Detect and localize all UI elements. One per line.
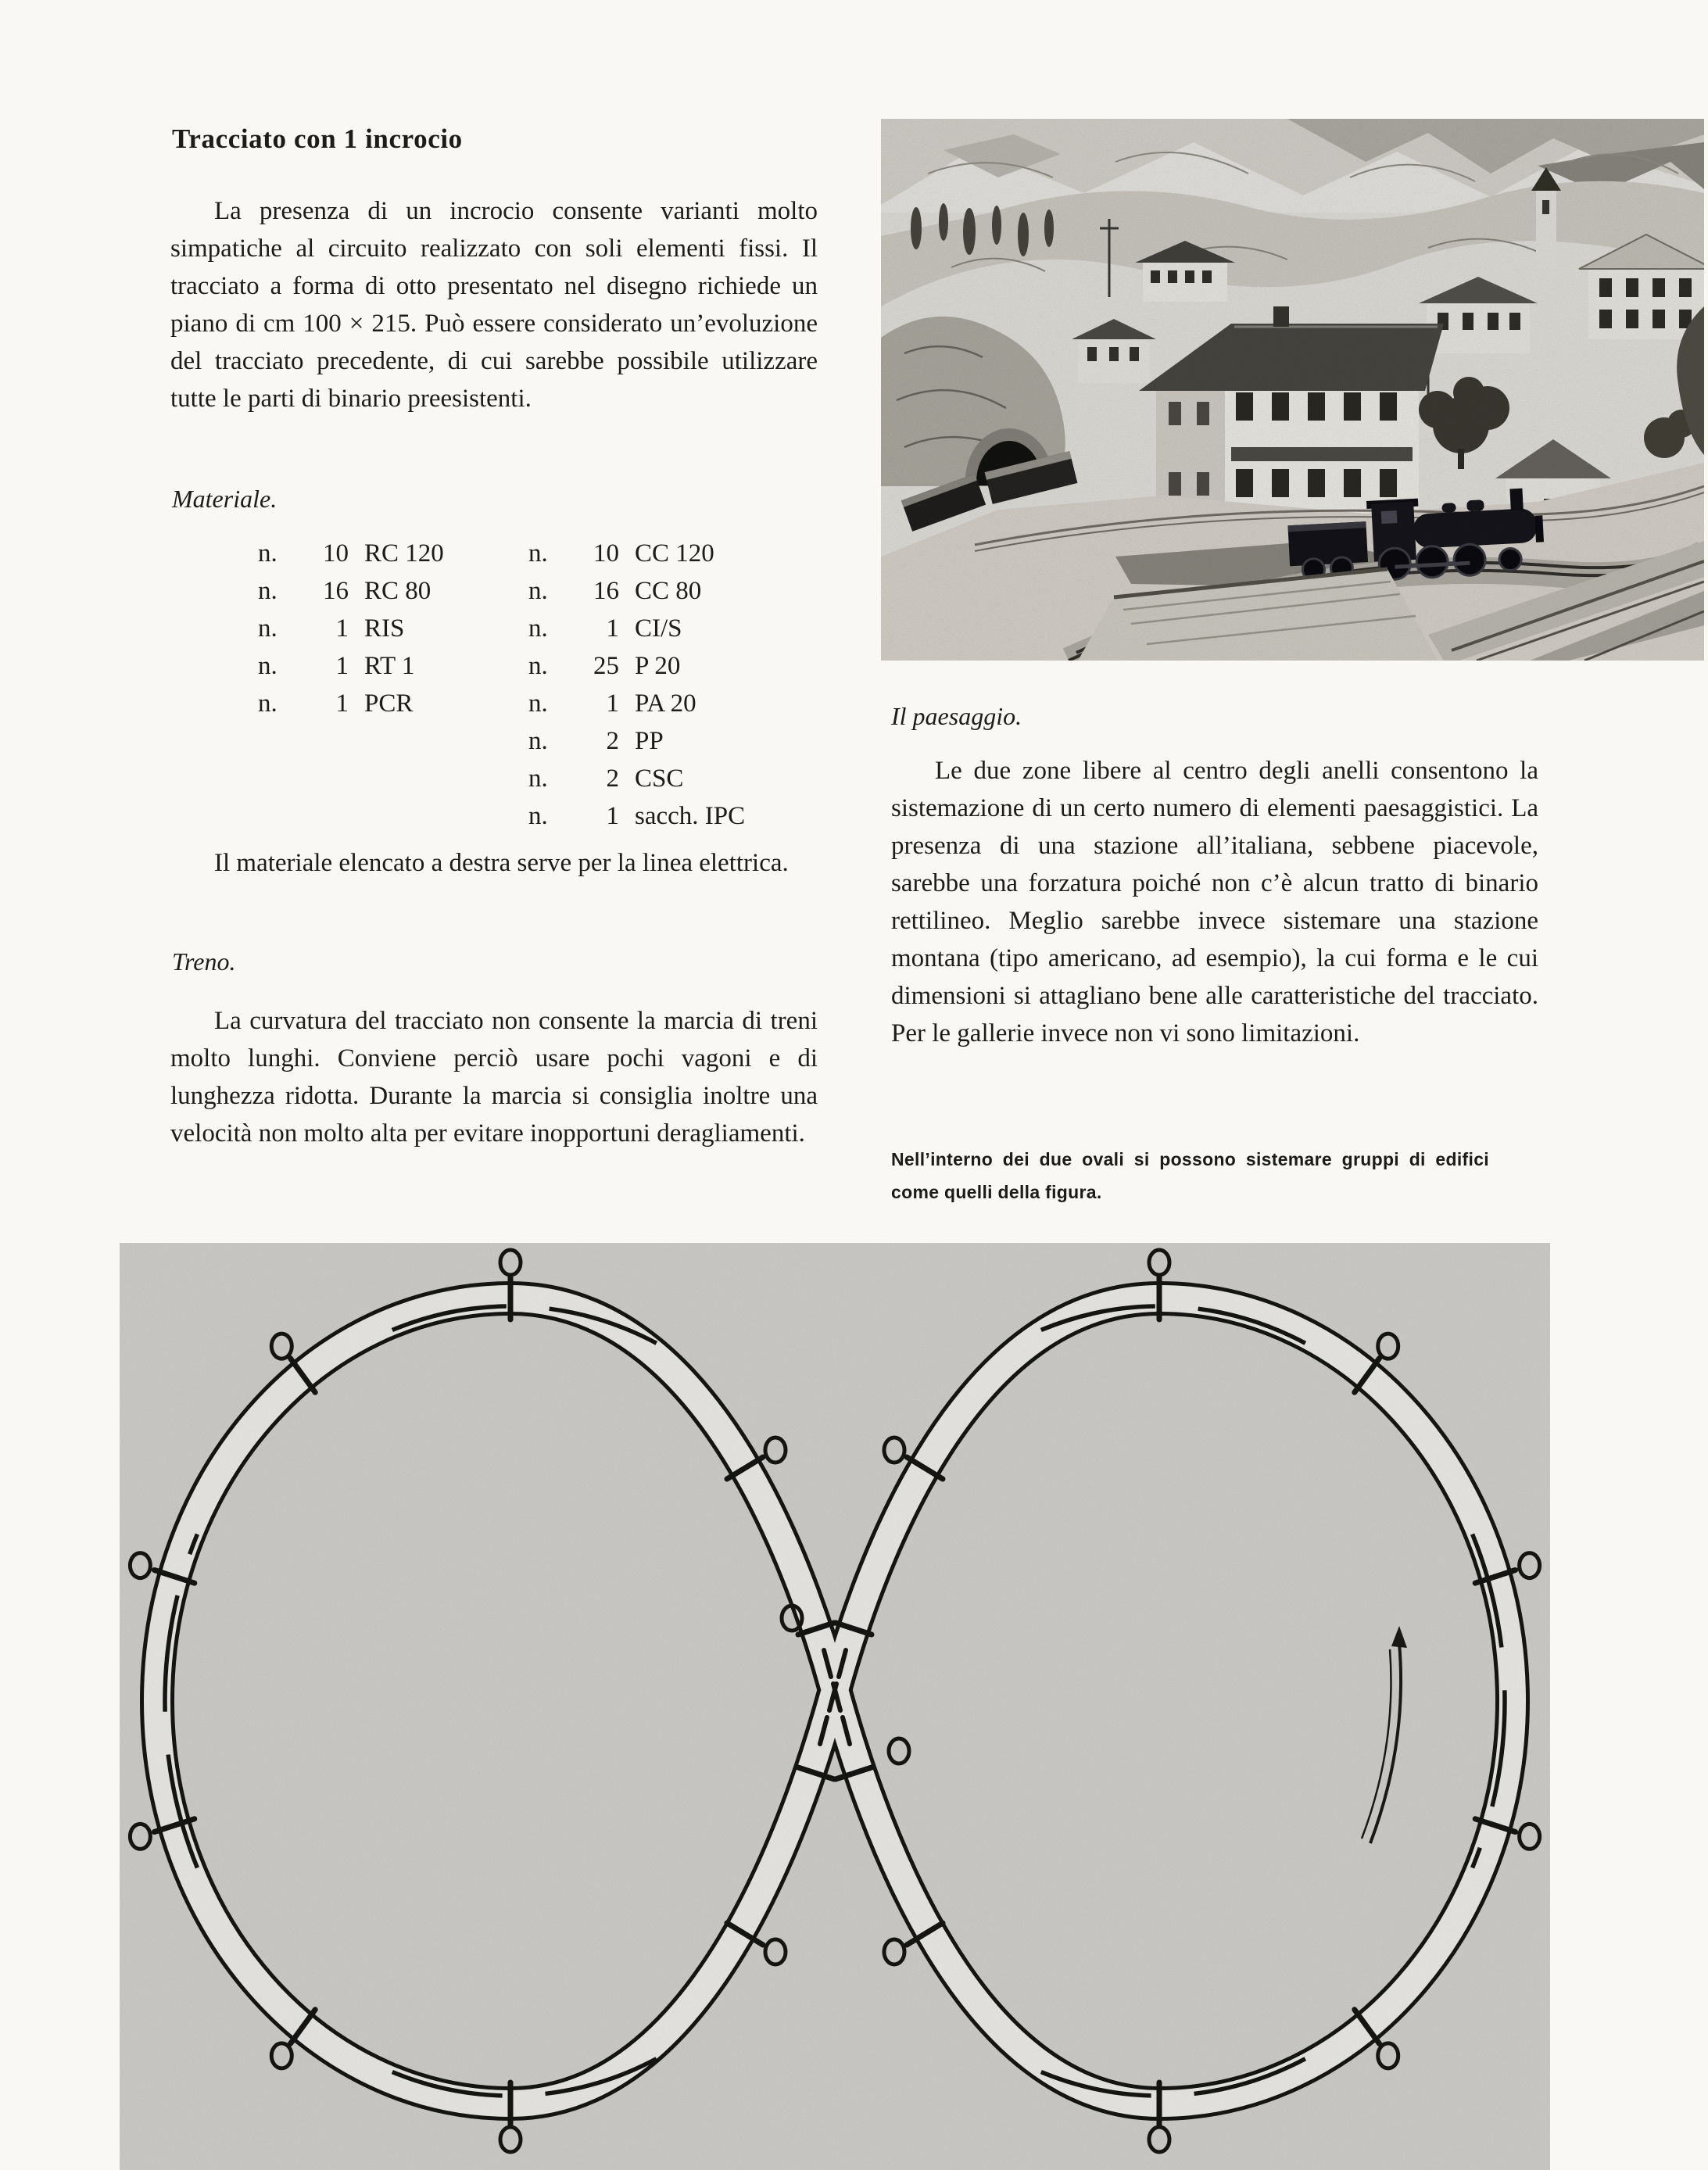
material-qty: 10 — [323, 539, 349, 568]
material-prefix: n. — [528, 652, 548, 680]
material-row — [528, 760, 745, 797]
material-prefix: n. — [528, 765, 548, 793]
photo-caption: Nell’interno dei due ovali si possono sistemare gruppi di edifici come quelli della figura. — [891, 1149, 1489, 1202]
treno-heading: Treno. — [172, 947, 236, 976]
material-row — [258, 647, 444, 685]
material-qty: 2 — [606, 765, 619, 793]
material-prefix: n. — [528, 802, 548, 830]
material-qty: 2 — [606, 727, 619, 755]
material-code: P 20 — [635, 652, 681, 680]
material-row — [528, 685, 745, 722]
intro-paragraph: La presenza di un incrocio consente varianti molto simpatiche al circuito realizzato con soli elementi fissi. Il tracciato a forma di otto presentato nel disegno richiede un piano di cm 100 × 215. Può essere considerato un’evoluzione del tracciato precedente, di cui sarebbe possibile utilizzare tutte le parti di binario preesistenti. — [170, 197, 818, 413]
material-row — [528, 797, 745, 835]
diagram-grain — [120, 1243, 1550, 2170]
material-row — [258, 610, 444, 647]
material-prefix: n. — [528, 614, 548, 643]
material-qty: 10 — [593, 539, 619, 568]
model-railway-photo — [881, 119, 1704, 661]
material-prefix: n. — [528, 577, 548, 605]
layout-photo — [881, 119, 1704, 661]
materials-list-right — [528, 535, 745, 835]
material-code: PA 20 — [635, 689, 696, 718]
material-qty: 1 — [606, 689, 619, 718]
material-code: PCR — [364, 689, 414, 718]
material-qty: 1 — [335, 652, 349, 680]
material-code: RIS — [364, 614, 405, 643]
material-code: RC 120 — [364, 539, 444, 568]
material-prefix: n. — [528, 539, 548, 568]
material-prefix: n. — [258, 652, 278, 680]
material-row — [528, 610, 745, 647]
materiale-heading: Materiale. — [172, 485, 278, 513]
material-prefix: n. — [258, 539, 278, 568]
track-plan-figure — [120, 1243, 1550, 2170]
material-code: sacch. IPC — [635, 802, 746, 830]
material-code: CSC — [635, 765, 684, 793]
material-prefix: n. — [258, 689, 278, 718]
material-qty: 1 — [606, 614, 619, 643]
material-prefix: n. — [528, 689, 548, 718]
material-prefix: n. — [258, 577, 278, 605]
material-qty: 25 — [593, 652, 619, 680]
material-code: CI/S — [635, 614, 682, 643]
material-prefix: n. — [528, 727, 548, 755]
photo-grain — [881, 119, 1704, 661]
materiale-note: Il materiale elencato a destra serve per la linea elettrica. — [214, 849, 789, 877]
material-row — [258, 572, 444, 610]
material-qty: 16 — [323, 577, 349, 605]
treno-paragraph: La curvatura del tracciato non consente la marcia di treni molto lunghi. Conviene perciò usare pochi vagoni e di lunghezza ridotta. Durante la marcia si consiglia inoltre una velocità non molto alta per evitare inopportuni deragliamenti. — [170, 1007, 818, 1148]
material-row — [528, 572, 745, 610]
material-row — [528, 647, 745, 685]
material-qty: 16 — [593, 577, 619, 605]
material-row — [258, 535, 444, 572]
material-code: RT 1 — [364, 652, 415, 680]
paesaggio-heading: Il paesaggio. — [891, 702, 1022, 730]
material-code: CC 80 — [635, 577, 702, 605]
material-code: PP — [635, 727, 664, 755]
material-row — [258, 685, 444, 722]
material-qty: 1 — [606, 802, 619, 830]
material-qty: 1 — [335, 614, 349, 643]
track-plan-diagram — [120, 1243, 1550, 2170]
materials-list-left — [258, 535, 444, 722]
material-row — [528, 535, 745, 572]
material-qty: 1 — [335, 689, 349, 718]
material-code: CC 120 — [635, 539, 714, 568]
paesaggio-paragraph: Le due zone libere al centro degli anelli consentono la sistemazione di un certo numero di elementi paesaggistici. La presenza di una stazione all’italiana, sebbene piacevole, sarebbe una forzatura poiché non c’è alcun tratto di binario rettilineo. Meglio sarebbe invece sistemare una stazione montana (tipo americano, ad esempio), la cui forma e le cui dimensioni si attagliano bene alle caratteristiche del tracciato. Per le gallerie invece non vi sono limitazioni. — [891, 757, 1538, 1047]
page-title: Tracciato con 1 incrocio — [172, 124, 463, 154]
material-prefix: n. — [258, 614, 278, 643]
material-code: RC 80 — [364, 577, 431, 605]
material-row — [528, 722, 745, 760]
